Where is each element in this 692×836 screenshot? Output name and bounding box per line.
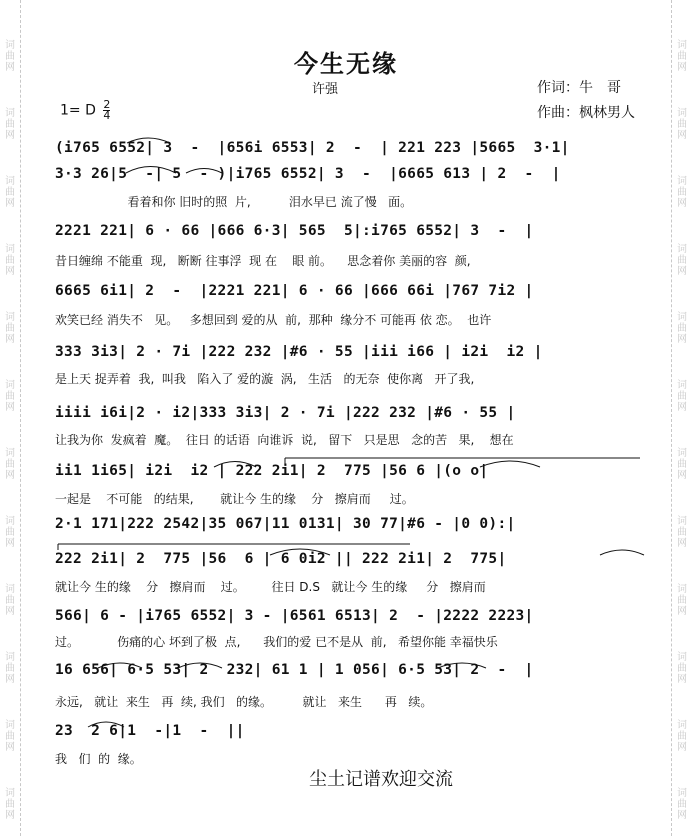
notation-line: 2·1 171|222 2542|35 067|11 0131| 30 77|#6 - |0 0):| bbox=[55, 516, 516, 532]
footer-note: 尘土记谱欢迎交流 bbox=[309, 769, 453, 790]
watermark-text: 词 曲 网 bbox=[5, 40, 15, 73]
watermark-text: 词 曲 网 bbox=[5, 380, 15, 413]
watermark-text: 词 曲 网 bbox=[5, 312, 15, 345]
song-title: 今生无缘 bbox=[294, 50, 398, 78]
notation-line: 333 3i3| 2 · 7i |222 232 |#6 · 55 |iii i66 | i2i i2 | bbox=[55, 344, 543, 360]
slur-mark bbox=[178, 663, 222, 668]
notation-line: 23 2 6|1 -|1 - || bbox=[55, 723, 245, 739]
composer-credit: 作曲：枫林男人 bbox=[537, 105, 635, 121]
watermark-text: 词 曲 网 bbox=[5, 448, 15, 481]
watermark-text: 词 曲 网 bbox=[677, 244, 687, 277]
lyric-line: 欢笑已经 消失不 见。 多想回到 爱的从 前, 那种 缘分不 可能再 依 恋。 也许 bbox=[55, 313, 492, 327]
lyric-line: 让我为你 发疯着 魔。 往日 的话语 向谁诉 说, 留下 只是思 念的苦 果, 想在 bbox=[55, 433, 514, 447]
watermark-text: 词 曲 网 bbox=[677, 108, 687, 141]
watermark-text: 词 曲 网 bbox=[677, 720, 687, 753]
watermark-text: 词 曲 网 bbox=[5, 516, 15, 549]
lyric-line: 过。 伤痛的心 坏到了极 点, 我们的爱 已不是从 前, 希望你能 幸福快乐 bbox=[55, 635, 498, 649]
lyric-line: 昔日缠绵 不能重 现, 断断 往事浮 现 在 眼 前。 思念着你 美丽的容 颜, bbox=[55, 254, 471, 268]
notation-line: 16 656| 6·5 53| 2 232| 61 1 | 1 056| 6·5 53| 2 - | bbox=[55, 662, 534, 678]
watermark-text: 词 曲 网 bbox=[677, 380, 687, 413]
watermark-text: 词 曲 网 bbox=[5, 176, 15, 209]
time-signature-bottom: 4 bbox=[103, 109, 111, 122]
watermark-text: 词 曲 网 bbox=[677, 788, 687, 821]
watermark-text: 词 曲 网 bbox=[677, 40, 687, 73]
watermark-text: 词 曲 网 bbox=[677, 312, 687, 345]
watermark-text: 词 曲 网 bbox=[5, 652, 15, 685]
lyric-line: 永远, 就让 来生 再 续, 我们 的缘。 就让 来生 再 续。 bbox=[55, 695, 433, 709]
lyric-line: 是上天 捉弄着 我, 叫我 陷入了 爱的漩 涡, 生活 的无奈 使你离 开了我, bbox=[55, 372, 475, 386]
notation-line: 222 2i1| 2 775 |56 6 | 6 0i2 || 222 2i1| 2 775| bbox=[55, 551, 507, 567]
notation-line: (i765 6552| 3 - |656i 6553| 2 - | 221 223 |5665 3·1| bbox=[55, 140, 570, 156]
watermark-text: 词 曲 网 bbox=[5, 244, 15, 277]
slur-mark bbox=[186, 169, 222, 174]
key-label: 1= D bbox=[60, 102, 96, 119]
lyric-line: 一起是 不可能 的结果, 就让今 生的缘 分 擦肩而 过。 bbox=[55, 492, 414, 506]
lyricist-credit: 作词：牛 哥 bbox=[537, 80, 621, 96]
slur-mark bbox=[98, 663, 142, 668]
slur-mark bbox=[438, 663, 486, 668]
time-signature-top: 2 bbox=[103, 98, 111, 111]
watermark-text: 词 曲 网 bbox=[677, 176, 687, 209]
slur-mark bbox=[270, 549, 330, 555]
notation-line: 3·3 26|5 -| 5 - )|i765 6552| 3 - |6665 613 | 2 - | bbox=[55, 166, 561, 182]
notation-line: 2221 221| 6 · 66 |666 6·3| 565 5|:i765 6552| 3 - | bbox=[55, 223, 534, 239]
watermark-text: 词 曲 网 bbox=[677, 448, 687, 481]
watermark-text: 词 曲 网 bbox=[677, 516, 687, 549]
lyric-line: 就让今 生的缘 分 擦肩而 过。 往日 D.S 就让今 生的缘 分 擦肩而 bbox=[55, 580, 486, 594]
notation-line: ii1 1i65| i2i i2 | 222 2i1| 2 775 |56 6 |(o o| bbox=[55, 463, 489, 479]
watermark-text: 词 曲 网 bbox=[677, 652, 687, 685]
slur-mark bbox=[126, 167, 176, 174]
notation-line: 566| 6 - |i765 6552| 3 - |6561 6513| 2 - |2222 2223| bbox=[55, 608, 534, 624]
slur-mark bbox=[600, 550, 644, 555]
lyric-line: 看着和你 旧时的照 片, 泪水早已 流了慢 面。 bbox=[55, 195, 413, 209]
watermark-text: 词 曲 网 bbox=[5, 108, 15, 141]
singer-name: 许强 bbox=[312, 82, 339, 97]
watermark-text: 词 曲 网 bbox=[677, 584, 687, 617]
watermark-text: 词 曲 网 bbox=[5, 720, 15, 753]
notation-line: 6665 6i1| 2 - |2221 221| 6 · 66 |666 66i |767 7i2 | bbox=[55, 283, 534, 299]
notation-line: iiii i6i|2 · i2|333 3i3| 2 · 7i |222 232 |#6 · 55 | bbox=[55, 405, 516, 421]
slur-mark bbox=[127, 138, 170, 143]
slur-mark bbox=[214, 462, 256, 468]
slur-mark bbox=[480, 461, 540, 467]
watermark-text: 词 曲 网 bbox=[5, 788, 15, 821]
watermark-text: 词 曲 网 bbox=[5, 584, 15, 617]
lyric-line: 我 们 的 缘。 bbox=[55, 752, 142, 766]
slur-mark bbox=[88, 722, 124, 727]
